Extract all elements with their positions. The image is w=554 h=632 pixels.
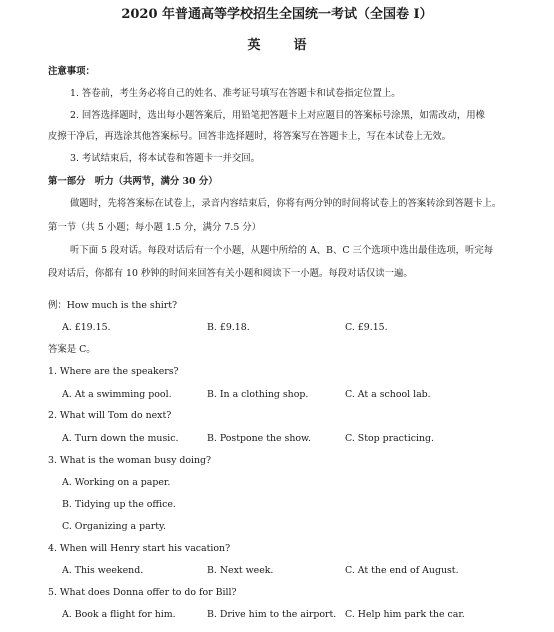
notice-item-3: 3. 考试结束后，将本试卷和答题卡一并交回。 xyxy=(70,153,261,164)
question-2: 2. What will Tom do next? xyxy=(48,410,172,421)
notice-item-2-line-2: 皮擦干净后，再选涂其他答案标号。回答非选择题时，将答案写在答题卡上，写在本试卷上无效。 xyxy=(48,131,452,142)
question-3-option-a: A. Working on a paper. xyxy=(62,477,171,488)
example-question: 例：How much is the shirt? xyxy=(48,300,178,311)
example-option-b: B. £9.18. xyxy=(207,322,250,333)
question-1: 1. Where are the speakers? xyxy=(48,366,179,377)
question-2-option-b: B. Postpone the show. xyxy=(207,433,311,444)
exam-title: 2020 年普通高等学校招生全国统一考试（全国卷 I） xyxy=(121,7,433,22)
section1-instruction-line-2: 段对话后，你都有 10 秒钟的时间来回答有关小题和阅读下一小题。每段对话仅读一遍。 xyxy=(48,268,413,279)
notice-heading: 注意事项： xyxy=(48,66,95,77)
part1-instruction: 做题时，先将答案标在试卷上，录音内容结束后，你将有两分钟的时间将试卷上的答案转涂到答题卡上。 xyxy=(70,198,502,209)
question-5-option-b: B. Drive him to the airport. xyxy=(207,609,337,620)
question-4: 4. When will Henry start his vacation? xyxy=(48,543,231,554)
question-5: 5. What does Donna offer to do for Bill? xyxy=(48,587,237,598)
question-2-option-c: C. Stop practicing. xyxy=(345,433,434,444)
section1-instruction-line-1: 听下面 5 段对话。每段对话后有一个小题，从题中所给的 A、B、C 三个选项中选出最佳选项，听完每 xyxy=(70,245,494,256)
notice-item-2-line-1: 2. 回答选择题时，选出每小题答案后，用铅笔把答题卡上对应题目的答案标号涂黑，如需改动，用橡 xyxy=(70,110,486,121)
question-4-option-c: C. At the end of August. xyxy=(345,565,459,576)
question-5-option-c: C. Help him park the car. xyxy=(345,609,465,620)
question-1-option-a: A. At a swimming pool. xyxy=(62,389,172,400)
question-5-option-a: A. Book a flight for him. xyxy=(62,609,176,620)
example-answer: 答案是 C。 xyxy=(48,344,96,355)
question-4-option-b: B. Next week. xyxy=(207,565,274,576)
question-4-option-a: A. This weekend. xyxy=(62,565,144,576)
section1-heading: 第一节（共 5 小题；每小题 1.5 分，满分 7.5 分） xyxy=(48,222,262,233)
question-3-option-c: C. Organizing a party. xyxy=(62,521,166,532)
example-option-c: C. £9.15. xyxy=(345,322,388,333)
subject-title: 英 语 xyxy=(247,38,317,53)
question-1-option-b: B. In a clothing shop. xyxy=(207,389,309,400)
notice-item-1: 1. 答卷前，考生务必将自己的姓名、准考证号填写在答题卡和试卷指定位置上。 xyxy=(70,88,401,99)
question-3-option-b: B. Tidying up the office. xyxy=(62,499,176,510)
question-1-option-c: C. At a school lab. xyxy=(345,389,431,400)
example-option-a: A. £19.15. xyxy=(62,322,111,333)
question-2-option-a: A. Turn down the music. xyxy=(62,433,179,444)
question-3: 3. What is the woman busy doing? xyxy=(48,455,212,466)
part1-heading: 第一部分 听力（共两节，满分 30 分） xyxy=(48,176,218,187)
